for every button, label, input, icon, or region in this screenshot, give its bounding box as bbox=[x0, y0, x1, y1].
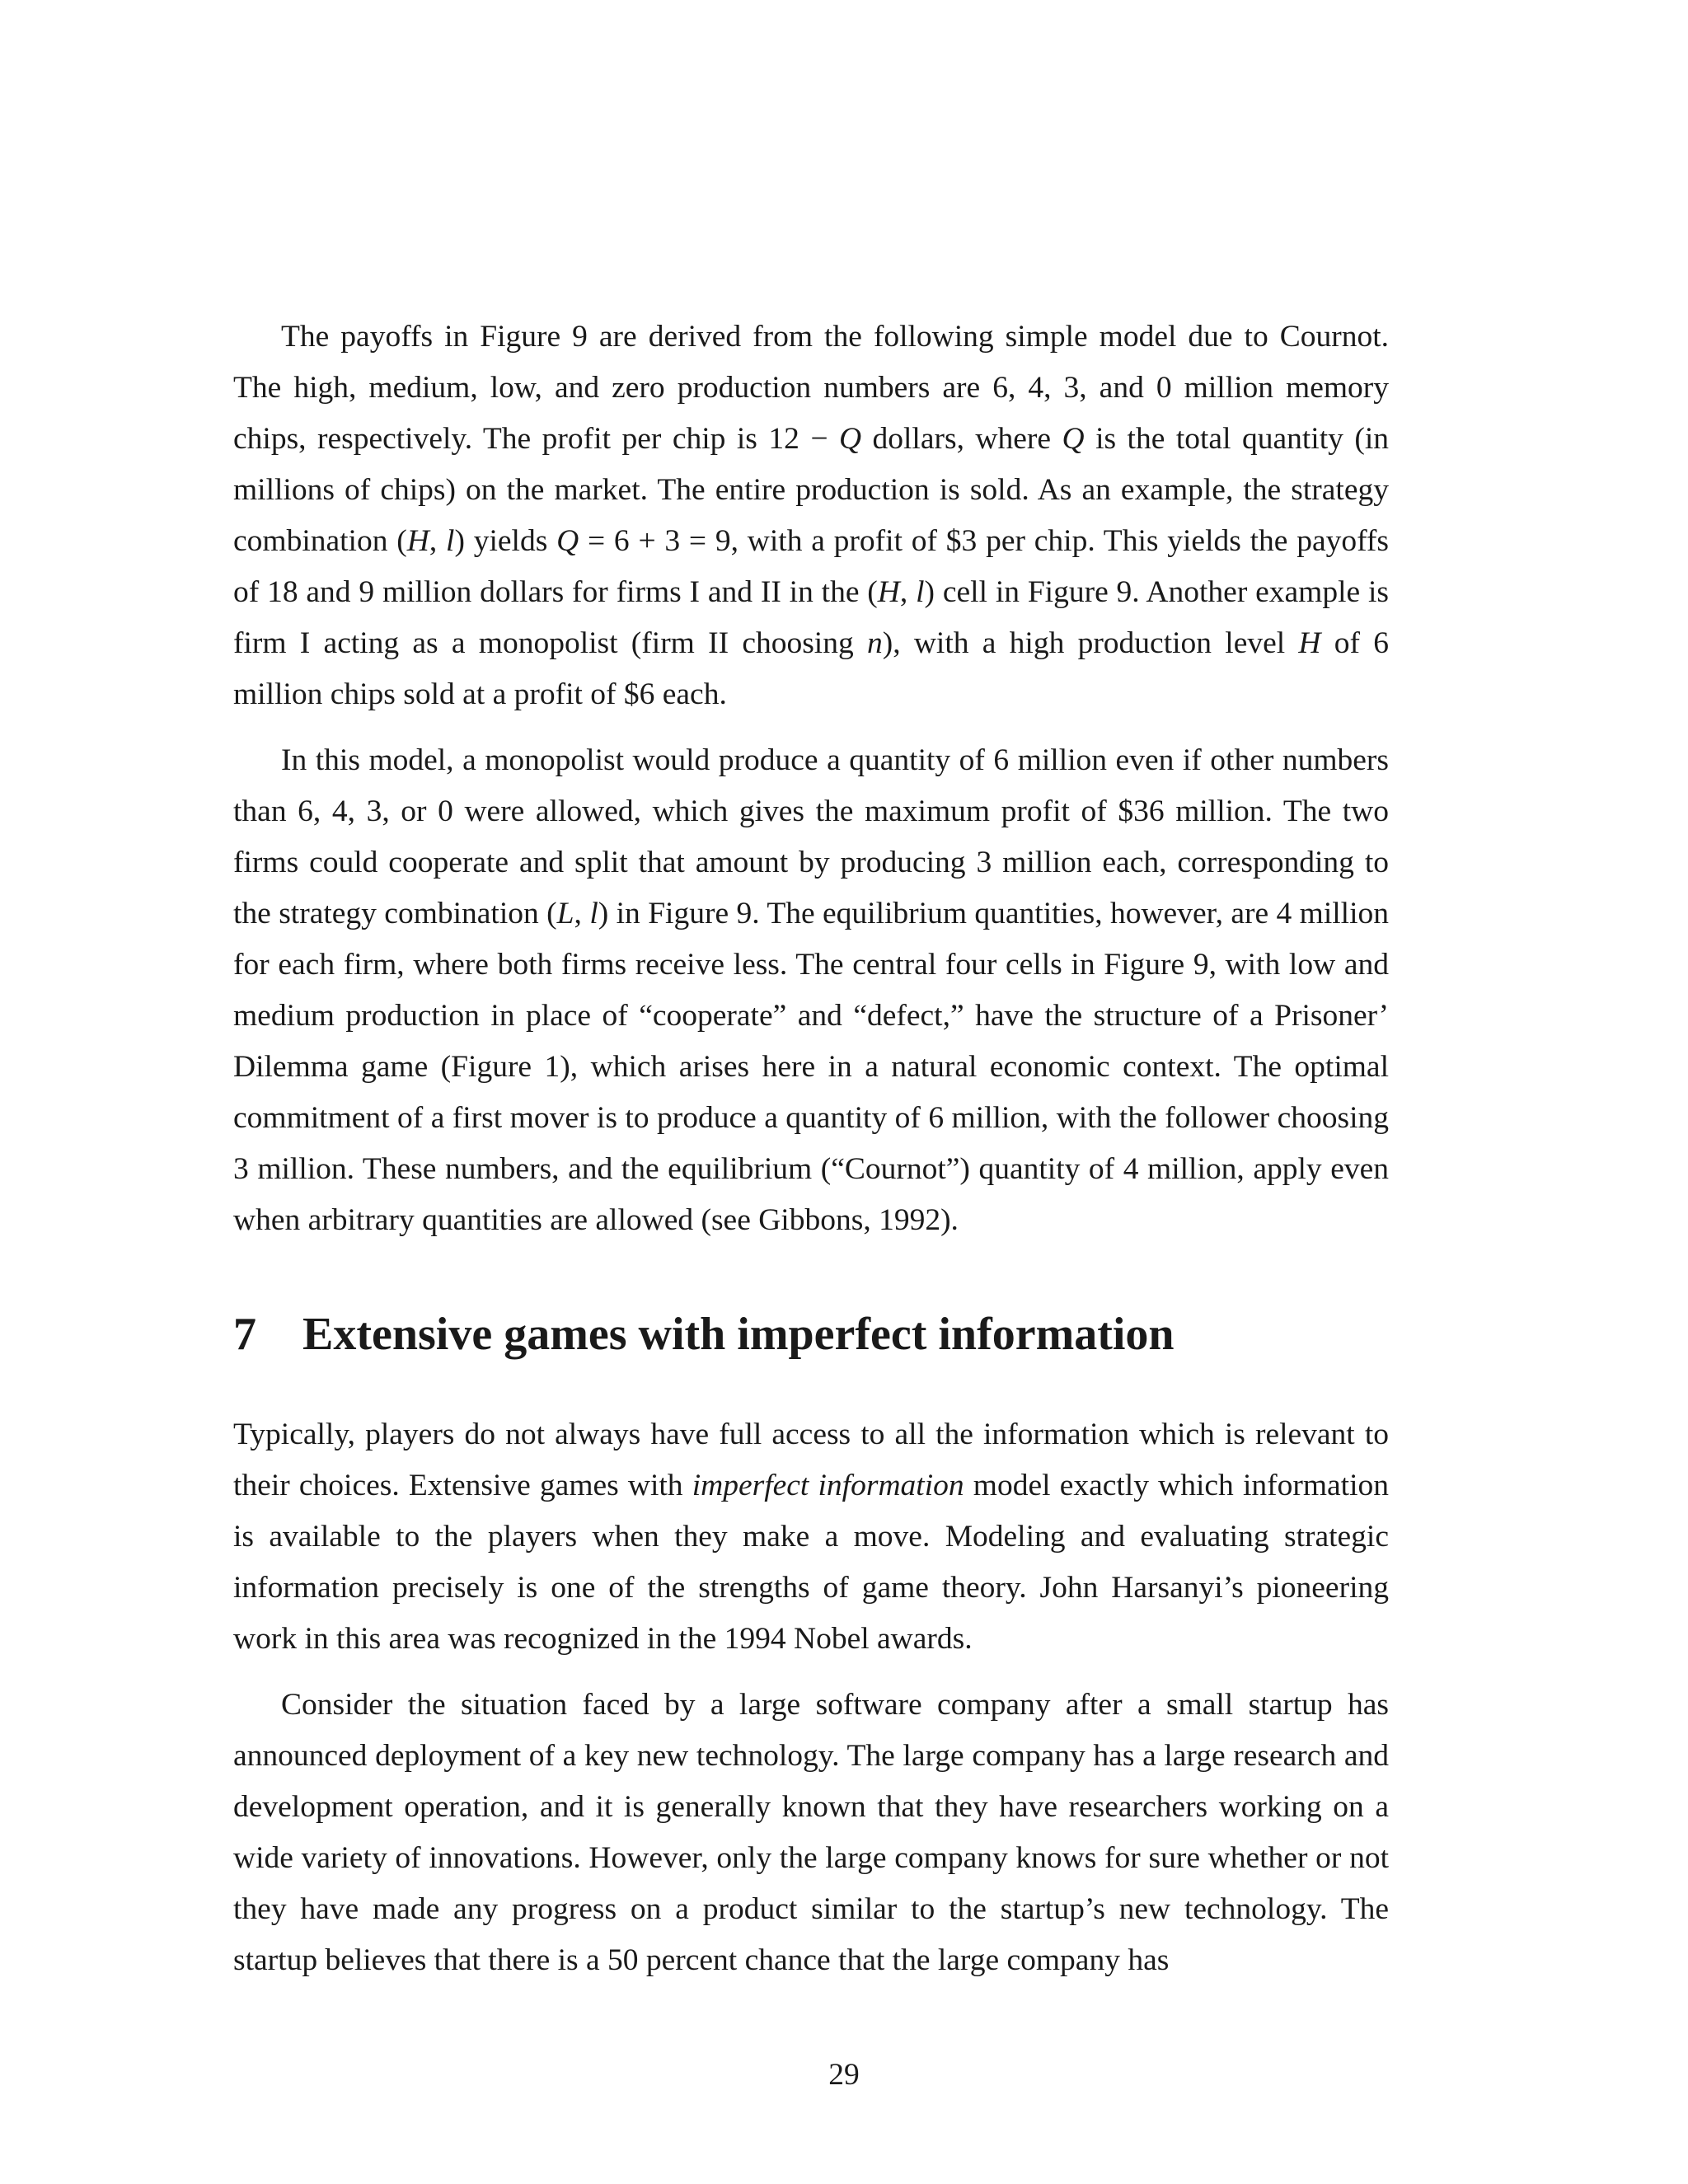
paragraph-software-company bbox=[233, 1680, 1389, 1986]
math-variable: l bbox=[589, 897, 598, 930]
text-run: Typically, players do not always have full access to all the information which is relevant to their choices. Extensive games with bbox=[233, 1418, 1389, 1502]
page-number: 29 bbox=[828, 2058, 860, 2092]
math-expression bbox=[768, 422, 861, 456]
text-run: ), with a high production level bbox=[882, 626, 1299, 660]
text-run: is the total quantity (in millions of chips) on the market. The entire production is sold. As an example, the strategy combination bbox=[233, 422, 1389, 558]
section-heading bbox=[233, 1305, 1389, 1363]
math-part: ( bbox=[867, 575, 878, 609]
math-expression bbox=[867, 575, 935, 609]
math-variable: Q bbox=[556, 524, 579, 558]
text-run: In this model, a monopolist would produce a quantity of 6 million even if other numbers than 6, 4, 3, or 0 were allowed, which gives the maximum profit of $36 million. The two firms could cooperate and split that amount by producing 3 million each, corresponding to the strategy combination bbox=[233, 743, 1389, 930]
math-part: = 6 + 3 = 9 bbox=[579, 524, 731, 558]
paragraph-cournot-model bbox=[233, 312, 1389, 720]
text-run: dollars, where bbox=[861, 422, 1062, 456]
math-part: , bbox=[899, 575, 917, 609]
math-part: ) bbox=[598, 897, 609, 930]
math-part: , bbox=[574, 897, 590, 930]
math-variable: H bbox=[1298, 626, 1321, 660]
math-variable: n bbox=[866, 626, 883, 660]
math-part: 12 − bbox=[768, 422, 839, 456]
math-variable: Q bbox=[838, 422, 862, 456]
math-variable: l bbox=[446, 524, 455, 558]
text-run: cell in Figure 9. Another example is firm I acting as a monopolist (firm II choosing bbox=[233, 575, 1390, 660]
math-part: ) bbox=[924, 575, 935, 609]
math-variable: L bbox=[556, 897, 574, 930]
section-title: Extensive games with imperfect information bbox=[302, 1309, 1175, 1360]
math-variable: H bbox=[877, 575, 900, 609]
math-expression bbox=[546, 897, 608, 930]
text-run: in Figure 9. The equilibrium quantities, however, are 4 million for each firm, where both firms receive less. The central four cells in Figure 9, with low and medium production in place of “cooperate” and “defect,” have the structure of a Prisoner’ Dilemma game (Figure 1), which arises here in a natural economic context. The optimal commitment of a first mover is to produce a quantity of 6 million, with the follower choosing 3 million. These numbers, and the equilibrium (“Cournot”) quantity of 4 million, apply even when arbitrary quantities are allowed (see Gibbons, 1992). bbox=[233, 897, 1390, 1237]
page-body bbox=[233, 312, 1389, 2001]
text-run: , with a profit of $3 per chip. This yields the payoffs of 18 and 9 million dollars for firms I and II in the bbox=[233, 524, 1390, 609]
paragraph-monopolist bbox=[233, 735, 1389, 1246]
math-part: , bbox=[429, 524, 447, 558]
math-expression bbox=[396, 524, 465, 558]
text-run: of 6 million chips sold at a profit of $6 each. bbox=[233, 626, 1389, 711]
math-expression bbox=[556, 524, 731, 558]
text-run: yields bbox=[464, 524, 557, 558]
math-part: ) bbox=[454, 524, 465, 558]
emphasis-term: imperfect information bbox=[692, 1469, 964, 1502]
math-variable: l bbox=[916, 575, 925, 609]
text-run: model exactly which information is available to the players when they make a move. Modeling and evaluating strategic information precisely is one of the strengths of game theory. John Harsanyi’s pioneering work in this area was recognized in the 1994 Nobel awards. bbox=[233, 1469, 1389, 1656]
math-variable: Q bbox=[1062, 422, 1085, 456]
math-part: ( bbox=[546, 897, 557, 930]
section-number: 7 bbox=[233, 1309, 256, 1360]
math-part: ( bbox=[396, 524, 407, 558]
text-run: The payoffs in Figure 9 are derived from the following simple model due to Cournot. The high, medium, low, and zero production numbers are 6, 4, 3, and 0 million memory chips, respectively. The profit per chip is bbox=[233, 320, 1389, 456]
paragraph-imperfect-information bbox=[233, 1409, 1389, 1665]
math-variable: H bbox=[406, 524, 429, 558]
text-run: Consider the situation faced by a large software company after a small startup has announced deployment of a key new technology. The large company has a large research and development operation, and it is generally known that they have researchers working on a wide variety of innovations. However, only the large company knows for sure whether or not they have made any progress on a product similar to the startup’s new technology. The startup believes that there is a 50 percent chance that the large company has bbox=[233, 1688, 1389, 1977]
